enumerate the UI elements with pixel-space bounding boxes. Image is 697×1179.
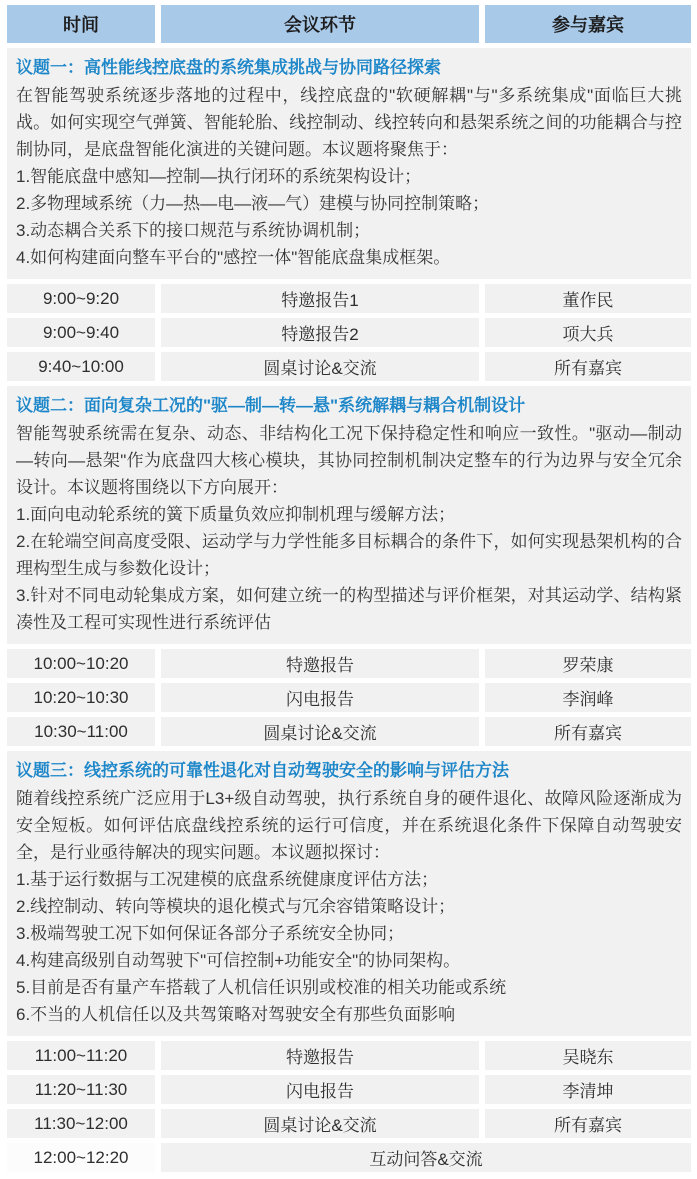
header-cell-time: 时间: [7, 5, 155, 43]
row-time: 10:20~10:30: [7, 683, 155, 712]
row-time: 10:30~11:00: [7, 717, 155, 746]
header-cell-session: 会议环节: [161, 5, 479, 43]
topic-paragraph: 1.基于运行数据与工况建模的底盘系统健康度评估方法；: [16, 870, 439, 889]
row-guest: 李清坤: [485, 1075, 691, 1104]
topic-paragraph: 2.多物理域系统（力—热—电—液—气）建模与协同控制策略；: [16, 194, 490, 213]
header-cell-guests: 参与嘉宾: [485, 5, 691, 43]
topic-paragraph: 4.如何构建面向整车平台的"感控一体"智能底盘集成框架。: [16, 248, 451, 267]
row-session: 闪电报告: [161, 683, 479, 712]
row-guest: 所有嘉宾: [485, 717, 691, 746]
topic-section: [7, 751, 691, 1036]
row-guest: 所有嘉宾: [485, 352, 691, 381]
topic-paragraph: 随着线控系统广泛应用于L3+级自动驾驶，执行系统自身的硬件退化、故障风险逐渐成为安全短板。如何评估底盘线控系统的运行可信度，并在系统退化条件下保障自动驾驶安全，是行业亟待解决的现实问题。本议题拟探讨：: [16, 789, 682, 862]
topic-paragraph: 3.动态耦合关系下的接口规范与系统协调机制；: [16, 221, 371, 240]
topic-paragraph: 在智能驾驶系统逐步落地的过程中，线控底盘的"软硬解耦"与"多系统集成"面临巨大挑战。如何实现空气弹簧、智能轮胎、线控制动、线控转向和悬架系统之间的功能耦合与控制协同，是底盘智能化演进的关键问题。本议题将聚焦于：: [16, 86, 682, 159]
topic-body: [16, 420, 682, 636]
topic-paragraph: 1.智能底盘中感知—控制—执行闭环的系统架构设计；: [16, 167, 422, 186]
row-time: 9:00~9:20: [7, 284, 155, 313]
row-session: 闪电报告: [161, 1075, 479, 1104]
row-session: 圆桌讨论&交流: [161, 352, 479, 381]
topic-paragraph: 3.极端驾驶工况下如何保证各部分子系统安全协同；: [16, 924, 405, 943]
topic-section: [7, 48, 691, 279]
topic-paragraph: 5.目前是否有量产车搭载了人机信任识别或校准的相关功能或系统: [16, 978, 507, 997]
row-session: 特邀报告: [161, 649, 479, 678]
row-guest: 吴晓东: [485, 1041, 691, 1070]
row-time: 12:00~12:20: [7, 1143, 155, 1172]
row-session: 特邀报告: [161, 1041, 479, 1070]
row-session: 互动问答&交流: [161, 1143, 691, 1172]
row-session: 特邀报告1: [161, 284, 479, 313]
row-session: 特邀报告2: [161, 318, 479, 347]
topic-title: 议题三：线控系统的可靠性退化对自动驾驶安全的影响与评估方法: [16, 761, 509, 780]
row-time: 11:30~12:00: [7, 1109, 155, 1138]
row-guest: 所有嘉宾: [485, 1109, 691, 1138]
row-guest: 董作民: [485, 284, 691, 313]
topic-paragraph: 智能驾驶系统需在复杂、动态、非结构化工况下保持稳定性和响应一致性。"驱动—制动—转向—悬架"作为底盘四大核心模块，其协同控制机制决定整车的行为边界与安全冗余设计。本议题将围绕以下方向展开：: [16, 424, 682, 497]
topic-paragraph: 2.在轮端空间高度受限、运动学与力学性能多目标耦合的条件下，如何实现悬架机构的合理构型生成与参数化设计；: [16, 532, 682, 578]
topic-paragraph: 2.线控制动、转向等模块的退化模式与冗余容错策略设计；: [16, 897, 456, 916]
row-time: 9:00~9:40: [7, 318, 155, 347]
topic-paragraph: 6.不当的人机信任以及共驾策略对驾驶安全有那些负面影响: [16, 1005, 456, 1024]
row-time: 9:40~10:00: [7, 352, 155, 381]
row-session: 圆桌讨论&交流: [161, 1109, 479, 1138]
topic-title: 议题一：高性能线控底盘的系统集成挑战与协同路径探索: [16, 58, 441, 77]
row-session: 圆桌讨论&交流: [161, 717, 479, 746]
topic-paragraph: 1.面向电动轮系统的簧下质量负效应抑制机理与缓解方法；: [16, 505, 456, 524]
topic-body: [16, 785, 682, 1028]
topic-body: [16, 82, 682, 271]
row-time: 10:00~10:20: [7, 649, 155, 678]
row-guest: 项大兵: [485, 318, 691, 347]
topic-section: [7, 386, 691, 644]
topic-title: 议题二：面向复杂工况的"驱—制—转—悬"系统解耦与耦合机制设计: [16, 396, 526, 415]
row-guest: 罗荣康: [485, 649, 691, 678]
row-time: 11:20~11:30: [7, 1075, 155, 1104]
row-time: 11:00~11:20: [7, 1041, 155, 1070]
topic-paragraph: 3.针对不同电动轮集成方案，如何建立统一的构型描述与评价框架，对其运动学、结构紧凑性及工程可实现性进行系统评估: [16, 586, 682, 632]
topic-paragraph: 4.构建高级别自动驾驶下"可信控制+功能安全"的协同架构。: [16, 951, 461, 970]
row-guest: 李润峰: [485, 683, 691, 712]
